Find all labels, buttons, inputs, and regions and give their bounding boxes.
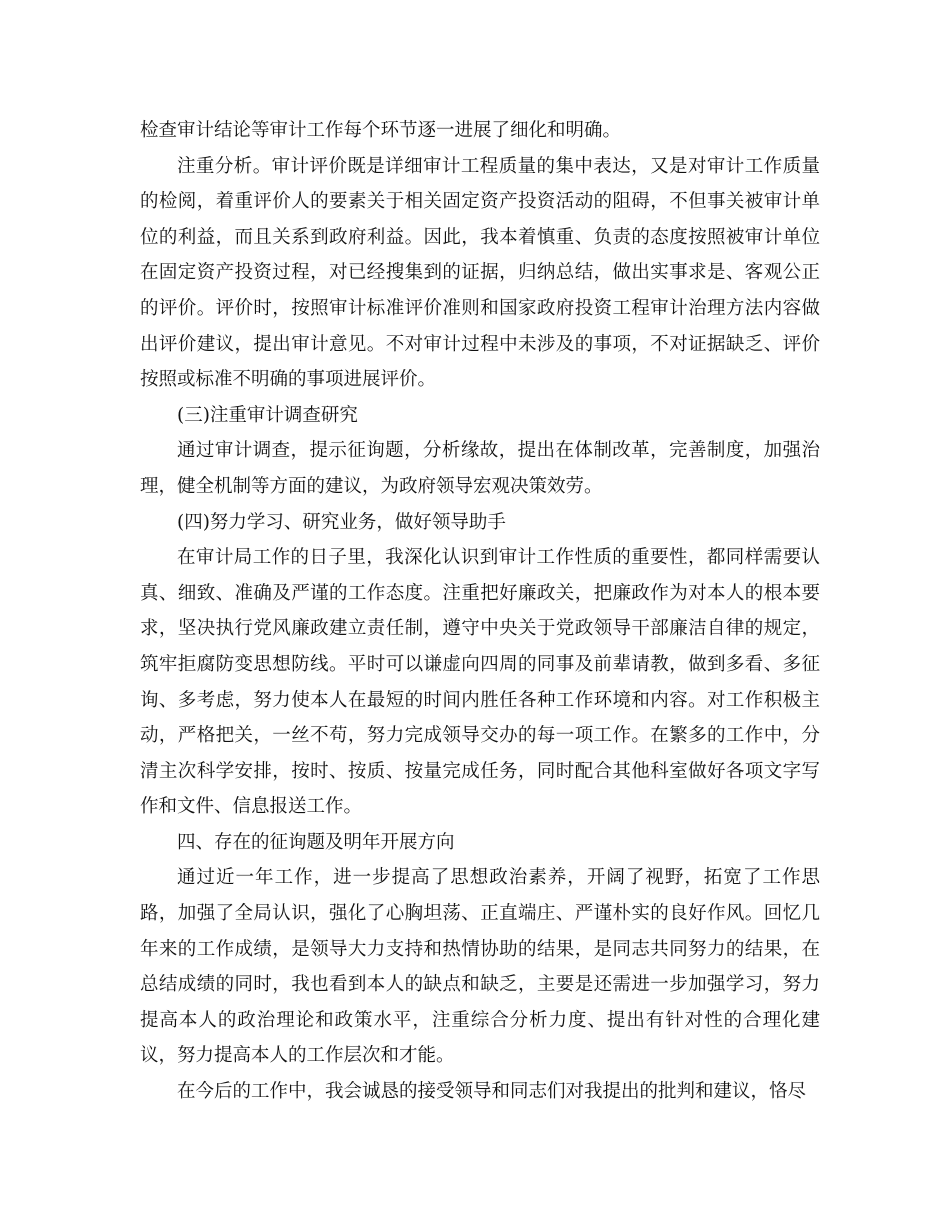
paragraph-problems: 通过近一年工作，进一步提高了思想政治素养，开阔了视野，拓宽了工作思路，加强了全局认识，强化了心胸坦荡、正直端庄、严谨朴实的良好作风。回忆几年来的工作成绩，是领导大力支持和热情协助的结果，是同志共同努力的结果，在总结成绩的同时，我也看到本人的缺点和缺乏，主要是还需进一步加强学习，努力提高本人的政治理论和政策水平，注重综合分析力度、提出有针对性的合理化建议，努力提高本人的工作层次和才能。 <box>140 867 820 1067</box>
document-body <box>140 113 820 1110</box>
paragraph-study: 在审计局工作的日子里，我深化认识到审计工作性质的重要性，都同样需要认真、细致、准确及严谨的工作态度。注重把好廉政关，把廉政作为对本人的根本要求，坚决执行党风廉政建立责任制，遵守中央关于党政领导干部廉洁自律的规定，筑牢拒腐防变思想防线。平时可以谦虚向四周的同事及前辈请教，做到多看、多征询、多考虑，努力使本人在最短的时间内胜任各种工作环境和内容。对工作积极主动，严格把关，一丝不苟，努力完成领导交办的每一项工作。在繁多的工作中，分清主次科学安排，按时、按质、按量完成任务，同时配合其他科室做好各项文字写作和文件、信息报送工作。 <box>140 547 820 818</box>
paragraph-future: 在今后的工作中，我会诚恳的接受领导和同志们对我提出的批判和建议，恪尽 <box>177 1081 807 1103</box>
section-heading-problems: 四、存在的征询题及明年开展方向 <box>177 831 455 853</box>
paragraph-audit-research: 通过审计调查，提示征询题，分析缘故，提出在体制改革，完善制度，加强治理，健全机制等方面的建议，为政府领导宏观决策效劳。 <box>140 440 820 497</box>
paragraph-continuation: 检查审计结论等审计工作每个环节逐一进展了细化和明确。 <box>140 120 622 141</box>
section-heading-audit-research: (三)注重审计调查研究 <box>177 404 358 426</box>
section-heading-study: (四)努力学习、研究业务，做好领导助手 <box>177 511 506 533</box>
paragraph-analysis: 注重分析。审计评价既是详细审计工程质量的集中表达，又是对审计工作质量的检阅，着重评价人的要素关于相关固定资产投资活动的阻碍，不但事关被审计单位的利益，而且关系到政府利益。因此，我本着慎重、负责的态度按照被审计单位在固定资产投资过程，对已经搜集到的证据，归纳总结，做出实事求是、客观公正的评价。评价时，按照审计标准评价准则和国家政府投资工程审计治理方法内容做出评价建议，提出审计意见。不对审计过程中未涉及的事项，不对证据缺乏、评价按照或标准不明确的事项进展评价。 <box>140 155 820 391</box>
